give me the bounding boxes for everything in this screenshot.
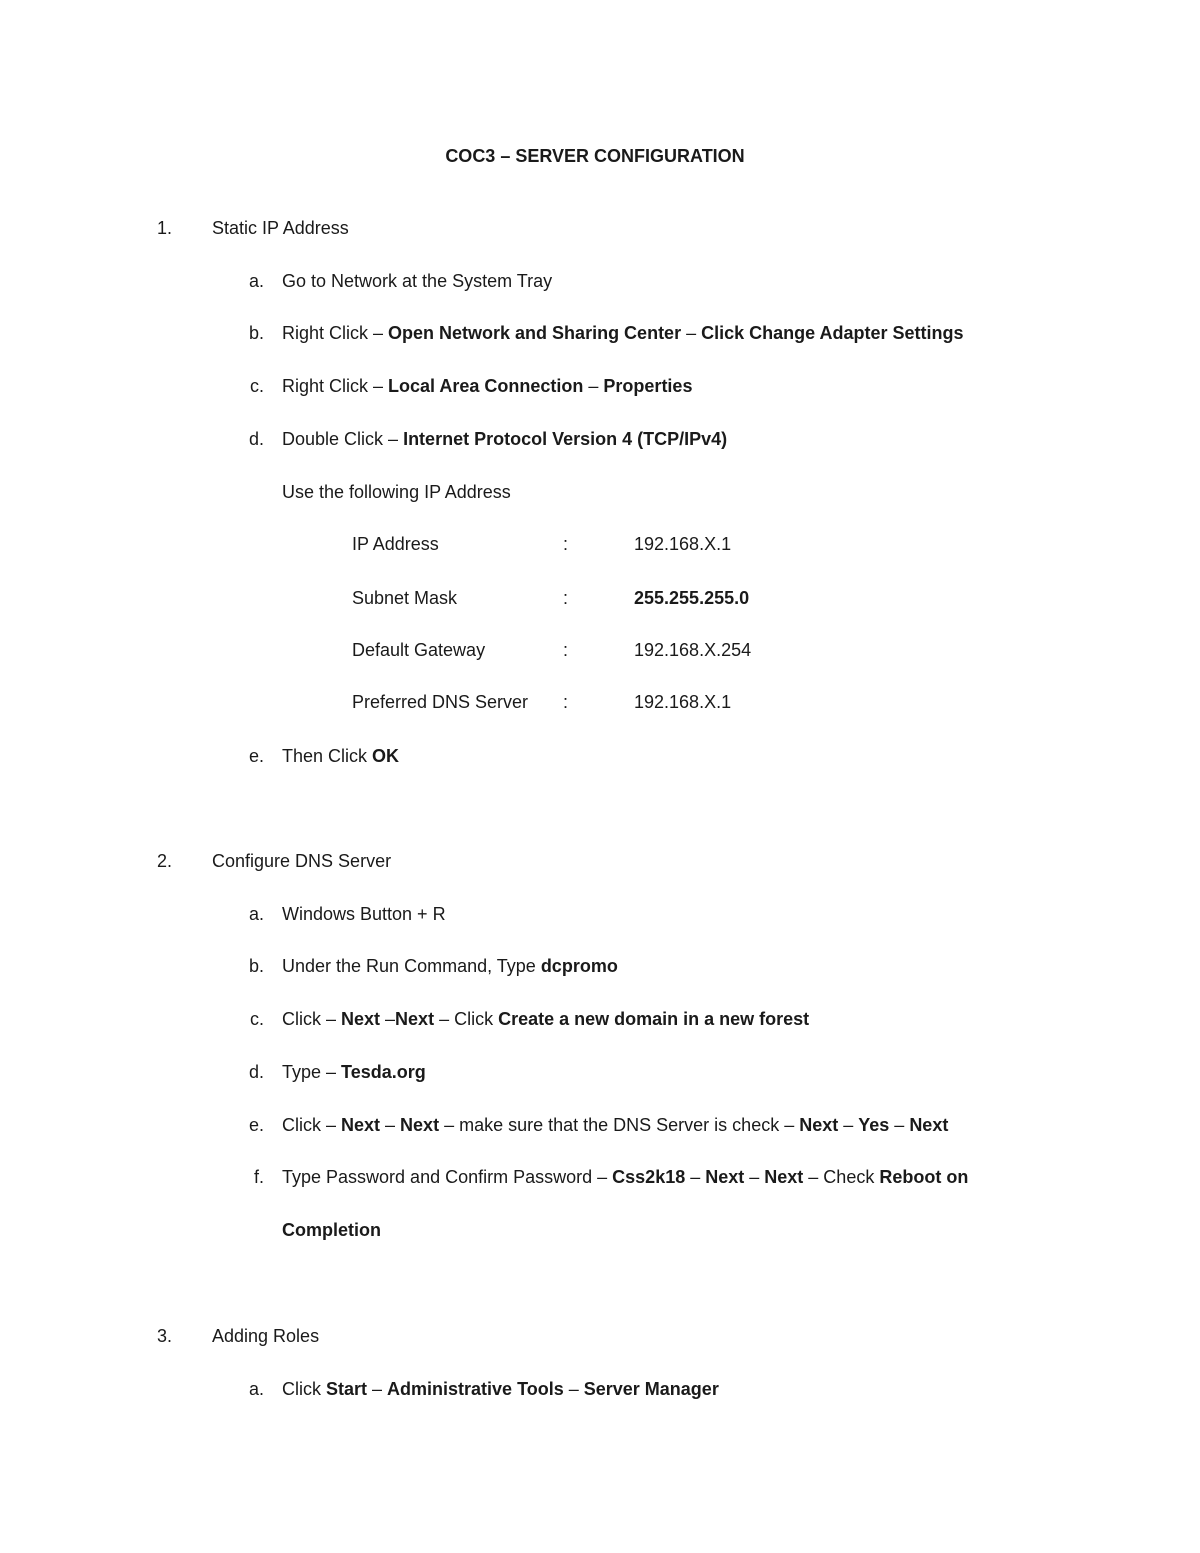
text-run: Use the following IP Address <box>282 481 511 502</box>
text-run: Type – <box>282 1061 342 1082</box>
bold-text: Next <box>341 1009 381 1030</box>
step-text <box>282 480 511 504</box>
text-run: – <box>367 1378 388 1399</box>
bold-text: Reboot on <box>879 1167 969 1188</box>
setting-value: 192.168.X.254 <box>634 640 752 660</box>
step-letter: e. <box>248 1114 264 1135</box>
text-run: – <box>380 1114 401 1135</box>
bold-text: Yes <box>858 1114 890 1135</box>
bold-text: Next <box>400 1114 440 1135</box>
step-text <box>282 269 552 293</box>
setting-value: 255.255.255.0 <box>634 588 750 608</box>
text-run: – <box>744 1167 765 1188</box>
setting-separator: : <box>563 692 569 712</box>
text-run: Go to Network at the System Tray <box>282 270 553 291</box>
bold-text: Completion <box>282 1219 381 1240</box>
bold-text: Create a new domain in a new forest <box>498 1009 810 1030</box>
bold-text: Next <box>909 1114 949 1135</box>
setting-key: Subnet Mask <box>352 588 458 608</box>
setting-separator: : <box>563 640 569 660</box>
text-run: Right Click – <box>282 323 389 344</box>
section-number: 3. <box>156 1326 172 1346</box>
bold-text: dcpromo <box>540 956 618 977</box>
setting-key: Preferred DNS Server <box>352 692 529 712</box>
step-letter: a. <box>248 903 264 924</box>
step-letter: c. <box>249 1009 264 1030</box>
setting-value: 192.168.X.1 <box>634 692 732 712</box>
text-run: – <box>838 1114 859 1135</box>
step-letter: c. <box>249 376 264 397</box>
step-text <box>282 902 446 926</box>
text-run: Type Password and Confirm Password – <box>282 1167 613 1188</box>
text-run: Then Click <box>282 746 373 766</box>
bold-text: Click Change Adapter Settings <box>701 323 964 344</box>
bold-text: Css2k18 <box>612 1167 686 1188</box>
step-text <box>282 427 727 451</box>
bold-text: Next <box>705 1167 745 1188</box>
bold-text: Local Area Connection <box>388 376 584 397</box>
step-text <box>282 1377 719 1401</box>
text-run: Right Click – <box>282 376 389 397</box>
text-run: Under the Run Command, Type <box>282 956 541 977</box>
step-letter: d. <box>248 428 264 449</box>
bold-text: Open Network and Sharing Center <box>388 323 682 344</box>
bold-text: Properties <box>603 376 693 397</box>
text-run: – <box>681 323 702 344</box>
step-text <box>282 954 618 978</box>
text-run: – <box>380 1009 396 1030</box>
step-text <box>282 744 399 768</box>
text-run: Click <box>282 1378 326 1399</box>
bold-text: Next <box>799 1114 839 1135</box>
step-text <box>282 1060 426 1084</box>
bold-text: Tesda.org <box>341 1061 426 1082</box>
text-run: Click – <box>282 1114 342 1135</box>
bold-text: Internet Protocol Version 4 (TCP/IPv4) <box>403 428 728 449</box>
bold-text: Start <box>326 1378 368 1399</box>
section-number: 1. <box>156 218 172 238</box>
bold-text: Server Manager <box>583 1378 719 1399</box>
text-run: – <box>583 376 604 397</box>
step-text <box>282 374 692 398</box>
setting-value: 192.168.X.1 <box>634 534 732 554</box>
bold-text: Next <box>341 1114 381 1135</box>
setting-key: Default Gateway <box>352 640 486 660</box>
step-letter: d. <box>248 1061 264 1082</box>
step-text <box>282 1218 381 1242</box>
text-run: Double Click – <box>282 428 404 449</box>
step-text <box>282 1165 968 1189</box>
text-run: – make sure that the DNS Server is check – <box>439 1114 800 1135</box>
bold-text: Next <box>395 1009 435 1030</box>
bold-text: Administrative Tools <box>387 1378 564 1399</box>
text-run: Click – <box>282 1009 342 1030</box>
section-label: Configure DNS Server <box>212 851 392 871</box>
section-label: Static IP Address <box>212 218 349 238</box>
step-letter: b. <box>248 323 264 344</box>
step-letter: a. <box>248 270 264 291</box>
step-letter: b. <box>248 956 264 977</box>
step-text <box>282 321 963 345</box>
step-letter: f. <box>253 1167 264 1188</box>
bold-text: OK <box>372 746 400 766</box>
text-run: – <box>685 1167 706 1188</box>
section-number: 2. <box>156 851 172 871</box>
setting-separator: : <box>563 534 569 554</box>
text-run: – Click <box>434 1009 499 1030</box>
step-text <box>282 1113 948 1137</box>
step-letter: a. <box>248 1378 264 1399</box>
text-run: Windows Button + R <box>282 903 446 924</box>
setting-key: IP Address <box>352 534 439 554</box>
step-text <box>282 1007 809 1031</box>
step-letter: e. <box>248 746 264 766</box>
bold-text: Next <box>764 1167 804 1188</box>
section-label: Adding Roles <box>212 1326 320 1346</box>
text-run: – Check <box>803 1167 880 1188</box>
text-run: – <box>563 1378 584 1399</box>
page-title: COC3 – SERVER CONFIGURATION <box>445 146 745 166</box>
text-run: – <box>889 1114 910 1135</box>
setting-separator: : <box>563 588 569 608</box>
